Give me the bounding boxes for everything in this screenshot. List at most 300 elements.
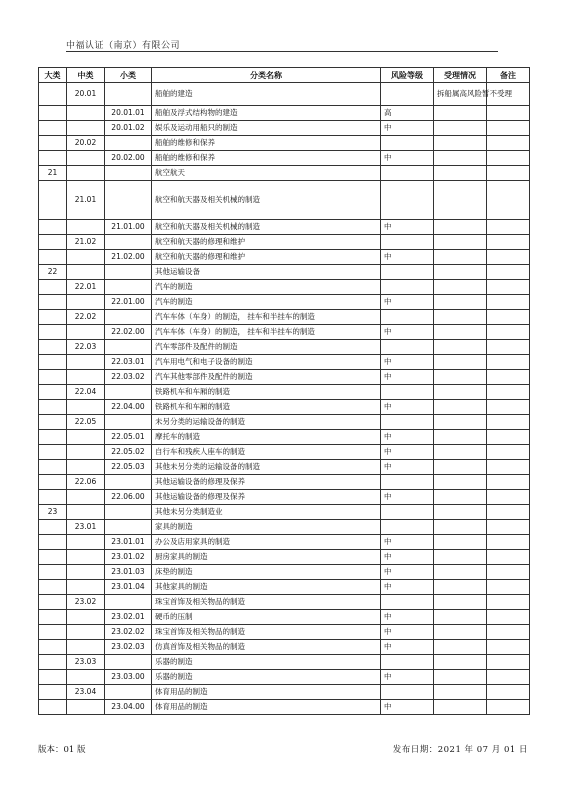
cell-risk (381, 475, 434, 490)
cell-minor: 23.01.04 (105, 580, 152, 595)
cell-acceptance (434, 505, 487, 520)
cell-major (39, 610, 67, 625)
table-header-row (39, 68, 530, 83)
cell-name: 其他未另分类的运输设备的制造 (152, 460, 381, 475)
cell-risk: 中 (381, 640, 434, 655)
cell-risk: 中 (381, 295, 434, 310)
table-row (39, 355, 530, 370)
cell-note (487, 151, 530, 166)
cell-name: 厨房家具的制造 (152, 550, 381, 565)
cell-note (487, 400, 530, 415)
cell-note (487, 460, 530, 475)
cell-mid: 20.01 (67, 83, 105, 106)
table-row (39, 445, 530, 460)
cell-minor (105, 310, 152, 325)
cell-mid: 22.02 (67, 310, 105, 325)
cell-acceptance (434, 670, 487, 685)
cell-major (39, 550, 67, 565)
cell-mid (67, 610, 105, 625)
cell-minor (105, 83, 152, 106)
cell-risk (381, 166, 434, 181)
cell-mid: 22.06 (67, 475, 105, 490)
cell-mid (67, 535, 105, 550)
cell-acceptance (434, 430, 487, 445)
cell-name: 乐器的制造 (152, 670, 381, 685)
cell-mid (67, 121, 105, 136)
cell-name: 船舶的维修和保养 (152, 151, 381, 166)
cell-risk (381, 595, 434, 610)
cell-note (487, 370, 530, 385)
cell-note (487, 136, 530, 151)
cell-note (487, 295, 530, 310)
cell-acceptance (434, 640, 487, 655)
table-row (39, 400, 530, 415)
cell-minor (105, 595, 152, 610)
cell-minor (105, 136, 152, 151)
cell-minor: 22.03.02 (105, 370, 152, 385)
cell-risk: 中 (381, 121, 434, 136)
cell-name: 其他未另分类制造业 (152, 505, 381, 520)
table-row (39, 106, 530, 121)
cell-acceptance (434, 340, 487, 355)
cell-name: 汽车的制造 (152, 280, 381, 295)
table-row (39, 121, 530, 136)
cell-risk: 中 (381, 565, 434, 580)
cell-risk: 中 (381, 625, 434, 640)
cell-note (487, 550, 530, 565)
cell-minor: 20.02.00 (105, 151, 152, 166)
release-date: 发布日期：2021 年 07 月 01 日 (392, 745, 528, 755)
cell-note (487, 121, 530, 136)
cell-mid (67, 166, 105, 181)
version-label: 版本：01 版 (38, 745, 86, 755)
column-header-mid: 中类 (67, 68, 105, 83)
cell-major (39, 430, 67, 445)
cell-name: 珠宝首饰及相关物品的制造 (152, 625, 381, 640)
cell-major (39, 370, 67, 385)
cell-major (39, 355, 67, 370)
cell-risk (381, 83, 434, 106)
cell-mid (67, 106, 105, 121)
cell-acceptance (434, 595, 487, 610)
cell-risk: 中 (381, 670, 434, 685)
cell-name: 家具的制造 (152, 520, 381, 535)
table-row (39, 565, 530, 580)
cell-note (487, 250, 530, 265)
cell-note (487, 625, 530, 640)
cell-note (487, 655, 530, 670)
cell-mid: 22.05 (67, 415, 105, 430)
cell-mid (67, 220, 105, 235)
cell-minor (105, 520, 152, 535)
cell-mid (67, 625, 105, 640)
cell-mid: 23.03 (67, 655, 105, 670)
cell-major: 22 (39, 265, 67, 280)
cell-risk (381, 181, 434, 220)
cell-name: 汽车车体（车身）的制造， 挂车和半挂车的制造 (152, 325, 381, 340)
cell-name: 航空和航天器及相关机械的制造 (152, 220, 381, 235)
cell-risk: 中 (381, 220, 434, 235)
table-row (39, 580, 530, 595)
cell-acceptance: 拆船属高风险暂不受理 (434, 83, 487, 106)
cell-acceptance (434, 565, 487, 580)
cell-name: 其他家具的制造 (152, 580, 381, 595)
cell-major (39, 121, 67, 136)
cell-minor: 21.01.00 (105, 220, 152, 235)
cell-acceptance (434, 460, 487, 475)
cell-risk: 中 (381, 460, 434, 475)
cell-mid (67, 295, 105, 310)
cell-acceptance (434, 580, 487, 595)
cell-acceptance (434, 106, 487, 121)
table-row (39, 535, 530, 550)
cell-note (487, 430, 530, 445)
cell-acceptance (434, 655, 487, 670)
cell-name: 其他运输设备 (152, 265, 381, 280)
cell-minor (105, 265, 152, 280)
cell-note (487, 535, 530, 550)
cell-name: 珠宝首饰及相关物品的制造 (152, 595, 381, 610)
cell-name: 铁路机车和车厢的制造 (152, 400, 381, 415)
cell-minor: 23.01.02 (105, 550, 152, 565)
cell-risk: 中 (381, 445, 434, 460)
cell-note (487, 580, 530, 595)
cell-acceptance (434, 700, 487, 715)
header-divider (66, 51, 498, 52)
cell-acceptance (434, 400, 487, 415)
cell-risk (381, 655, 434, 670)
cell-risk (381, 280, 434, 295)
cell-major: 23 (39, 505, 67, 520)
cell-acceptance (434, 415, 487, 430)
cell-risk: 中 (381, 610, 434, 625)
cell-major (39, 670, 67, 685)
table-row (39, 430, 530, 445)
cell-note (487, 475, 530, 490)
cell-risk: 高 (381, 106, 434, 121)
cell-minor: 23.01.03 (105, 565, 152, 580)
table-row (39, 151, 530, 166)
table-row (39, 655, 530, 670)
cell-risk (381, 385, 434, 400)
cell-name: 体育用品的制造 (152, 700, 381, 715)
cell-mid (67, 505, 105, 520)
table-row (39, 625, 530, 640)
cell-name: 航空和航天器的修理和维护 (152, 235, 381, 250)
cell-major (39, 181, 67, 220)
cell-major (39, 106, 67, 121)
cell-mid (67, 400, 105, 415)
cell-name: 仿真首饰及相关物品的制造 (152, 640, 381, 655)
cell-major (39, 490, 67, 505)
table-row (39, 340, 530, 355)
cell-acceptance (434, 250, 487, 265)
cell-note (487, 640, 530, 655)
table-row (39, 325, 530, 340)
cell-minor (105, 385, 152, 400)
cell-name: 床垫的制造 (152, 565, 381, 580)
cell-mid: 22.01 (67, 280, 105, 295)
classification-table (38, 67, 530, 715)
cell-minor: 23.02.02 (105, 625, 152, 640)
cell-note (487, 235, 530, 250)
cell-minor: 22.05.01 (105, 430, 152, 445)
cell-note (487, 385, 530, 400)
cell-mid (67, 370, 105, 385)
cell-major (39, 535, 67, 550)
cell-acceptance (434, 355, 487, 370)
cell-major (39, 325, 67, 340)
table-row (39, 310, 530, 325)
cell-risk (381, 235, 434, 250)
cell-major (39, 250, 67, 265)
cell-mid: 21.01 (67, 181, 105, 220)
cell-major (39, 460, 67, 475)
cell-name: 船舶的建造 (152, 83, 381, 106)
cell-major (39, 83, 67, 106)
cell-note (487, 181, 530, 220)
cell-acceptance (434, 550, 487, 565)
cell-major (39, 640, 67, 655)
table-row (39, 520, 530, 535)
cell-major (39, 625, 67, 640)
cell-risk: 中 (381, 370, 434, 385)
cell-note (487, 265, 530, 280)
column-header-acceptance: 受理情况 (434, 68, 487, 83)
cell-note (487, 610, 530, 625)
table-row (39, 460, 530, 475)
cell-acceptance (434, 181, 487, 220)
table-row (39, 166, 530, 181)
cell-acceptance (434, 520, 487, 535)
cell-major (39, 280, 67, 295)
table-row (39, 265, 530, 280)
cell-note (487, 445, 530, 460)
cell-minor: 23.03.00 (105, 670, 152, 685)
cell-acceptance (434, 235, 487, 250)
cell-acceptance (434, 475, 487, 490)
cell-risk: 中 (381, 700, 434, 715)
cell-major (39, 445, 67, 460)
cell-note (487, 166, 530, 181)
cell-mid (67, 250, 105, 265)
cell-major (39, 340, 67, 355)
cell-major: 21 (39, 166, 67, 181)
cell-mid (67, 700, 105, 715)
cell-note (487, 700, 530, 715)
cell-note (487, 355, 530, 370)
table-row (39, 595, 530, 610)
cell-name: 其他运输设备的修理及保养 (152, 490, 381, 505)
cell-mid: 23.04 (67, 685, 105, 700)
cell-mid (67, 151, 105, 166)
cell-minor: 23.01.01 (105, 535, 152, 550)
column-header-minor: 小类 (105, 68, 152, 83)
cell-major (39, 700, 67, 715)
cell-major (39, 295, 67, 310)
cell-minor: 23.02.01 (105, 610, 152, 625)
table-body (39, 83, 530, 715)
column-header-major: 大类 (39, 68, 67, 83)
cell-minor: 22.02.00 (105, 325, 152, 340)
column-header-note: 备注 (487, 68, 530, 83)
cell-risk (381, 265, 434, 280)
cell-minor (105, 181, 152, 220)
cell-name: 办公及店用家具的制造 (152, 535, 381, 550)
cell-minor (105, 340, 152, 355)
table-row (39, 640, 530, 655)
table-row (39, 83, 530, 106)
cell-mid (67, 445, 105, 460)
cell-name: 汽车用电气和电子设备的制造 (152, 355, 381, 370)
cell-mid: 23.01 (67, 520, 105, 535)
cell-name: 未另分类的运输设备的制造 (152, 415, 381, 430)
cell-name: 汽车的制造 (152, 295, 381, 310)
cell-risk (381, 505, 434, 520)
table-row (39, 700, 530, 715)
cell-acceptance (434, 325, 487, 340)
cell-note (487, 490, 530, 505)
cell-risk (381, 415, 434, 430)
cell-major (39, 310, 67, 325)
cell-acceptance (434, 136, 487, 151)
cell-acceptance (434, 121, 487, 136)
cell-minor: 22.01.00 (105, 295, 152, 310)
cell-acceptance (434, 385, 487, 400)
cell-major (39, 475, 67, 490)
cell-risk: 中 (381, 250, 434, 265)
cell-major (39, 235, 67, 250)
cell-mid (67, 565, 105, 580)
cell-name: 硬币的压制 (152, 610, 381, 625)
cell-name: 汽车其他零部件及配件的制造 (152, 370, 381, 385)
cell-acceptance (434, 370, 487, 385)
cell-minor (105, 505, 152, 520)
cell-risk: 中 (381, 400, 434, 415)
column-header-name: 分类名称 (152, 68, 381, 83)
cell-risk: 中 (381, 490, 434, 505)
cell-mid: 20.02 (67, 136, 105, 151)
table-row (39, 610, 530, 625)
table-row (39, 136, 530, 151)
cell-mid: 21.02 (67, 235, 105, 250)
cell-minor (105, 166, 152, 181)
table-row (39, 280, 530, 295)
cell-note (487, 310, 530, 325)
cell-mid (67, 580, 105, 595)
cell-major (39, 595, 67, 610)
cell-mid: 23.02 (67, 595, 105, 610)
company-name: 中福认证（南京）有限公司 (66, 41, 181, 51)
cell-risk (381, 340, 434, 355)
table-row (39, 370, 530, 385)
cell-minor (105, 280, 152, 295)
cell-minor (105, 235, 152, 250)
cell-note (487, 340, 530, 355)
cell-note (487, 220, 530, 235)
cell-minor (105, 685, 152, 700)
cell-note (487, 520, 530, 535)
cell-major (39, 136, 67, 151)
cell-mid (67, 265, 105, 280)
cell-minor: 23.04.00 (105, 700, 152, 715)
cell-major (39, 565, 67, 580)
cell-minor: 22.06.00 (105, 490, 152, 505)
cell-note (487, 325, 530, 340)
cell-minor (105, 475, 152, 490)
cell-risk (381, 685, 434, 700)
cell-major (39, 655, 67, 670)
cell-risk: 中 (381, 151, 434, 166)
cell-major (39, 385, 67, 400)
table-row (39, 670, 530, 685)
cell-mid (67, 355, 105, 370)
column-header-risk: 风险等级 (381, 68, 434, 83)
table-row (39, 220, 530, 235)
cell-risk (381, 310, 434, 325)
cell-major (39, 520, 67, 535)
cell-mid: 22.03 (67, 340, 105, 355)
cell-risk: 中 (381, 355, 434, 370)
cell-note (487, 280, 530, 295)
cell-minor: 21.02.00 (105, 250, 152, 265)
cell-minor (105, 655, 152, 670)
cell-acceptance (434, 610, 487, 625)
cell-note (487, 415, 530, 430)
cell-name: 船舶及浮式结构物的建造 (152, 106, 381, 121)
cell-name: 航空航天 (152, 166, 381, 181)
cell-note (487, 595, 530, 610)
table-row (39, 475, 530, 490)
cell-risk (381, 136, 434, 151)
cell-risk: 中 (381, 430, 434, 445)
cell-acceptance (434, 490, 487, 505)
cell-note (487, 685, 530, 700)
table-row (39, 505, 530, 520)
table-row (39, 181, 530, 220)
cell-name: 汽车车体（车身）的制造， 挂车和半挂车的制造 (152, 310, 381, 325)
cell-risk: 中 (381, 550, 434, 565)
table-row (39, 550, 530, 565)
cell-risk: 中 (381, 325, 434, 340)
cell-major (39, 685, 67, 700)
cell-minor: 22.04.00 (105, 400, 152, 415)
cell-mid (67, 670, 105, 685)
cell-name: 乐器的制造 (152, 655, 381, 670)
cell-acceptance (434, 310, 487, 325)
cell-major (39, 220, 67, 235)
cell-name: 摩托车的制造 (152, 430, 381, 445)
cell-minor: 22.05.02 (105, 445, 152, 460)
cell-name: 自行车和残疾人座车的制造 (152, 445, 381, 460)
cell-name: 航空和航天器的修理和维护 (152, 250, 381, 265)
cell-name: 娱乐及运动用船只的制造 (152, 121, 381, 136)
cell-acceptance (434, 295, 487, 310)
cell-mid (67, 490, 105, 505)
cell-minor: 22.05.03 (105, 460, 152, 475)
cell-acceptance (434, 535, 487, 550)
cell-risk (381, 520, 434, 535)
cell-name: 铁路机车和车厢的制造 (152, 385, 381, 400)
cell-minor: 23.02.03 (105, 640, 152, 655)
table-row (39, 235, 530, 250)
cell-acceptance (434, 151, 487, 166)
cell-mid (67, 640, 105, 655)
cell-mid (67, 550, 105, 565)
cell-name: 船舶的维修和保养 (152, 136, 381, 151)
cell-minor: 22.03.01 (105, 355, 152, 370)
cell-risk: 中 (381, 535, 434, 550)
